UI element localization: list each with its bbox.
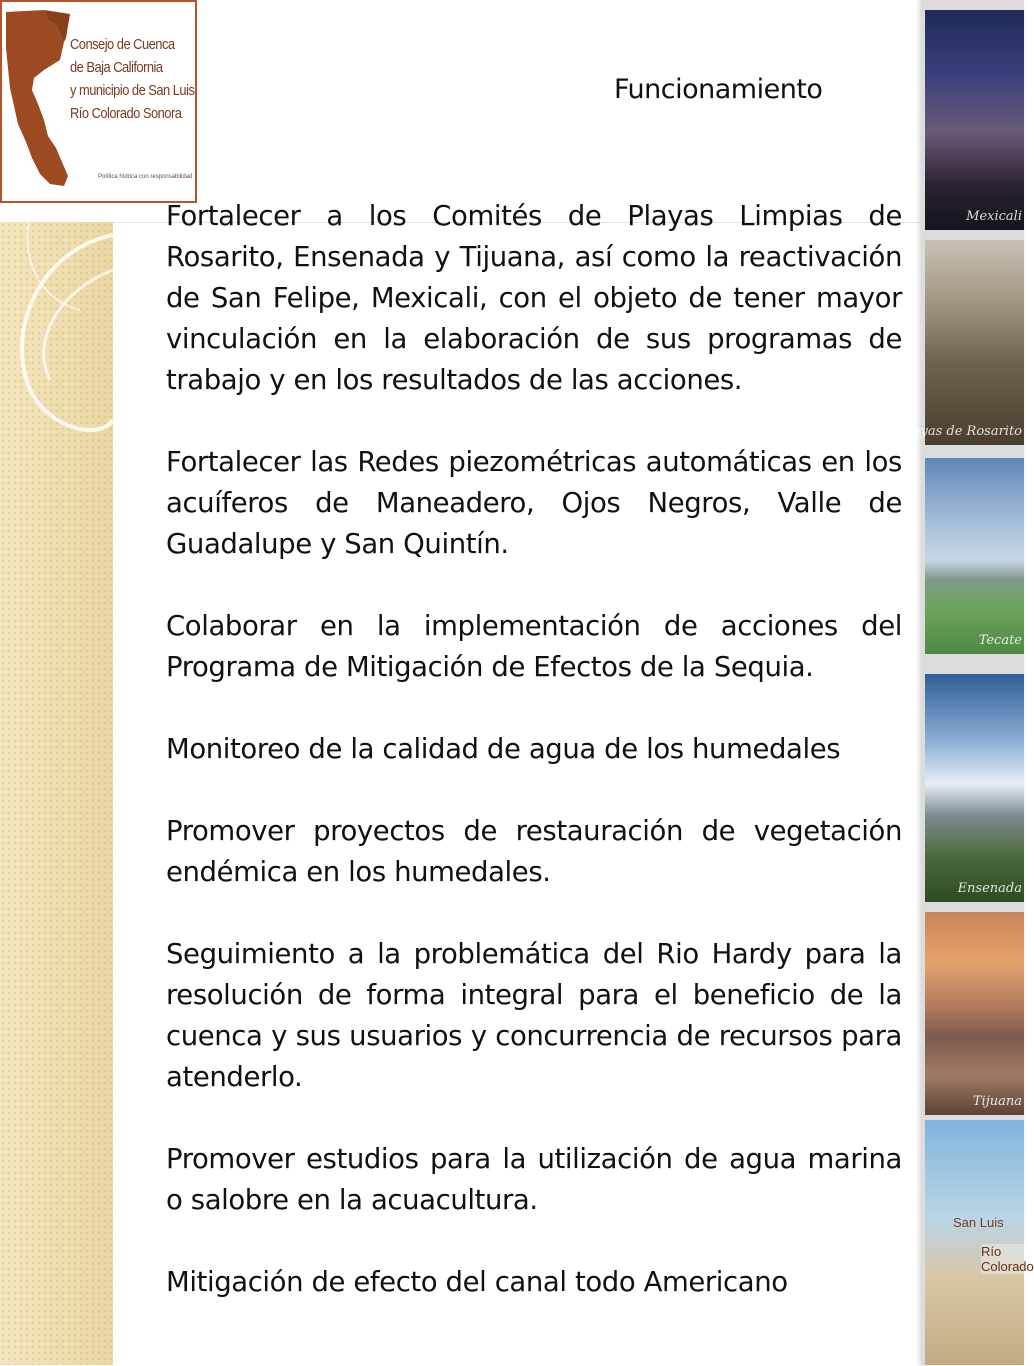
photo-caption: Tijuana [972, 1094, 1022, 1109]
paragraph: Seguimiento a la problemática del Rio Hardy para la resolución de forma integral para el beneficio de la cuenca y sus usuarios y concurrencia de recursos para atenderlo. [166, 938, 902, 1093]
slide-title: Funcionamiento [614, 74, 823, 105]
photo-caption: Mexicali [966, 209, 1022, 224]
photo-caption: Tecate [978, 633, 1022, 648]
valley-photo [925, 458, 1024, 654]
paragraph: Mitigación de efecto del canal todo Americano [166, 1266, 788, 1298]
beach-photo [899, 240, 1024, 445]
paragraph: Promover proyectos de restauración de vegetación endémica en los humedales. [166, 815, 902, 888]
dunes-photo [925, 1120, 1034, 1365]
paragraph: Monitoreo de la calidad de agua de los humedales [166, 733, 841, 765]
paragraph: Colaborar en la implementación de acciones del Programa de Mitigación de Efectos de la Sequia. [166, 610, 902, 683]
sky-landscape-photo [925, 674, 1024, 902]
paragraph: Promover estudios para la utilización de agua marina o salobre en la acuacultura. [166, 1143, 902, 1216]
photo-caption: San Luis [953, 1215, 1004, 1230]
logo-text-line-4: Río Colorado Sonora [70, 105, 182, 122]
photo-caption: Ensenada [957, 881, 1022, 896]
logo-text-line-3: y municipio de San Luis [70, 82, 195, 99]
logo-text-line-1: Consejo de Cuenca [70, 36, 175, 53]
logo-tagline: Política hídrica con responsabilidad [98, 174, 193, 180]
organization-logo [0, 0, 197, 203]
paragraph: Fortalecer a los Comités de Playas Limpias de Rosarito, Ensenada y Tijuana, así como la reactivación de San Felipe, Mexicali, con el objeto de tener mayor vinculación en la elaboración de sus programas de trabajo y en los resultados de las acciones. [166, 200, 902, 396]
sunset-sea-photo [925, 912, 1024, 1115]
photo-caption: Río Colorado [981, 1244, 1034, 1274]
baja-california-map-icon [4, 8, 72, 192]
photo-strip [899, 0, 1034, 1365]
paragraph: Fortalecer las Redes piezométricas automáticas en los acuíferos de Maneadero, Ojos Negros, Valle de Guadalupe y San Quintín. [166, 446, 902, 560]
photo-caption: Playas de Rosarito [899, 424, 1022, 439]
slide-body [166, 196, 902, 1303]
city-night-photo [925, 10, 1024, 230]
logo-text-line-2: de Baja California [70, 59, 163, 76]
